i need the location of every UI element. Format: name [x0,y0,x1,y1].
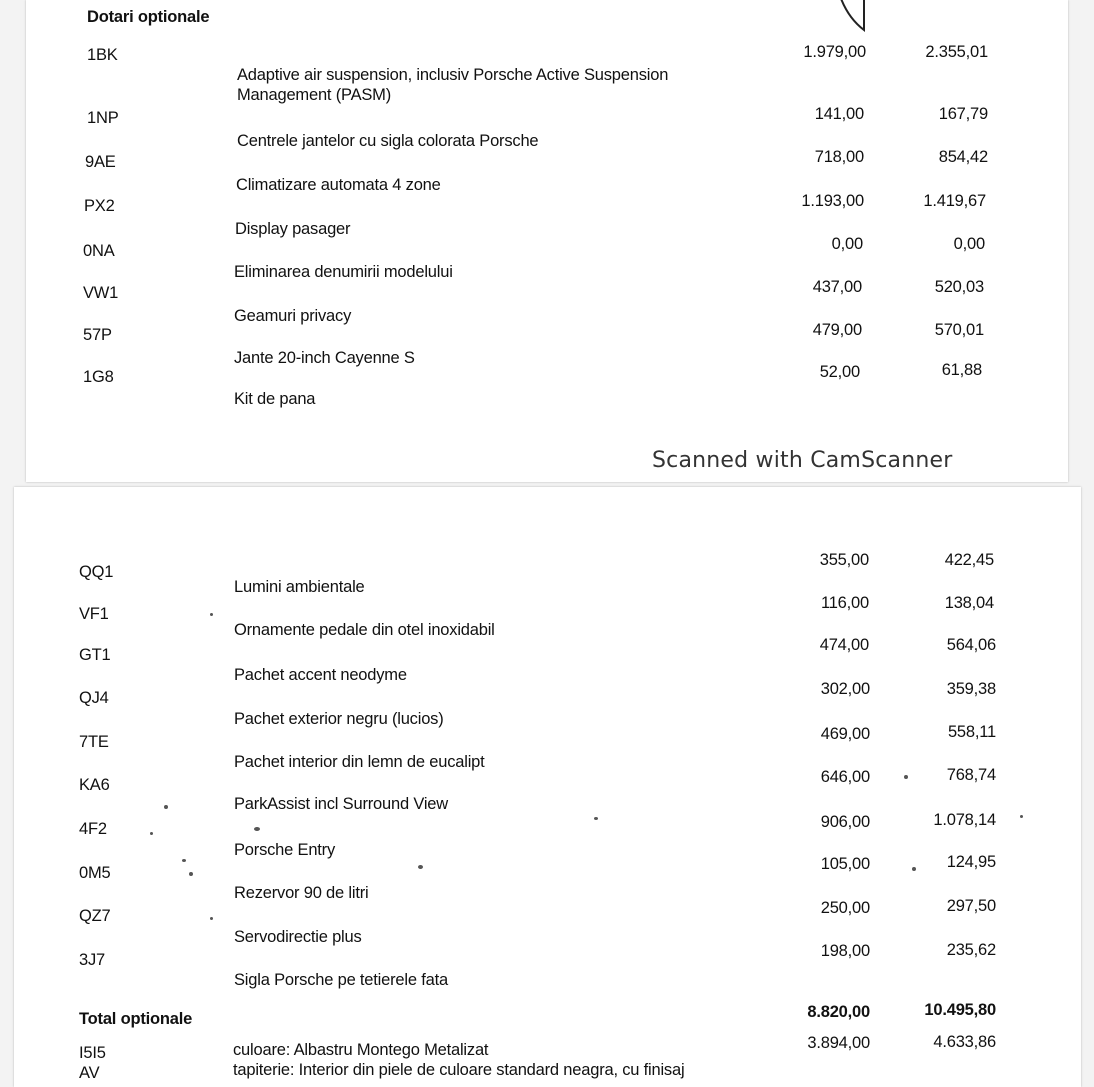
item-code: PX2 [84,197,115,215]
item-price: 469,00 [820,725,870,743]
item-price: 437,00 [812,278,862,296]
upholstery-code: AV [79,1064,100,1082]
scan-speck [189,872,193,876]
item-description: Eliminarea denumirii modelului [234,263,453,281]
item-code: 1NP [87,109,119,127]
scanned-page-2 [14,487,1081,1087]
item-code: 57P [83,326,112,344]
item-description: Climatizare automata 4 zone [236,176,441,194]
item-price-vat: 124,95 [946,853,996,871]
scan-speck [594,817,598,820]
item-description: Pachet interior din lemn de eucalipt [234,753,485,771]
item-price-vat: 2.355,01 [925,43,988,61]
color-price: 3.894,00 [807,1034,870,1052]
item-description: Porsche Entry [234,841,336,859]
item-price-vat: 167,79 [938,105,988,123]
item-price: 1.193,00 [801,192,864,210]
scan-speck [164,805,168,809]
item-price: 250,00 [820,899,870,917]
item-price: 1.979,00 [803,43,866,61]
scanned-page-1 [26,0,1068,482]
item-price-vat: 138,04 [944,594,994,612]
item-price: 105,00 [820,855,870,873]
item-description: ParkAssist incl Surround View [234,795,448,813]
item-price: 474,00 [819,636,869,654]
scan-speck [150,832,153,835]
item-price: 0,00 [831,235,863,253]
item-code: 7TE [79,733,109,751]
item-price-vat: 768,74 [946,766,996,784]
item-description: Display pasager [235,220,351,238]
item-code: QJ4 [79,689,109,707]
section-heading: Dotari optionale [87,8,210,26]
item-price-vat: 854,42 [938,148,988,166]
color-code: I5I5 [79,1044,106,1062]
scan-speck [210,613,213,616]
item-code: 1BK [87,46,118,64]
total-price-vat: 10.495,80 [924,1001,996,1019]
scan-speck [182,859,186,862]
item-price: 355,00 [819,551,869,569]
item-price-vat: 297,50 [946,897,996,915]
item-price-vat: 0,00 [953,235,985,253]
item-description: Pachet accent neodyme [234,666,407,684]
item-code: 9AE [85,153,116,171]
item-price-vat: 61,88 [941,361,982,379]
item-code: 3J7 [79,951,106,969]
item-price: 198,00 [820,942,870,960]
color-price-vat: 4.633,86 [933,1033,996,1051]
scan-speck [254,827,260,831]
color-description: culoare: Albastru Montego Metalizat [233,1041,489,1059]
scan-speck [418,865,423,869]
item-price-vat: 1.419,67 [923,192,986,210]
item-code: 4F2 [79,820,107,838]
item-description: Centrele jantelor cu sigla colorata Porsche [237,132,539,150]
item-code: VW1 [83,284,119,302]
item-description: Pachet exterior negru (lucios) [234,710,444,728]
item-price: 718,00 [814,148,864,166]
total-price: 8.820,00 [807,1003,870,1021]
scan-speck [1020,815,1023,818]
item-code: 1G8 [83,368,114,386]
item-price: 52,00 [819,363,860,381]
item-price: 141,00 [814,105,864,123]
item-description: Geamuri privacy [234,307,352,325]
item-price-vat: 235,62 [946,941,996,959]
item-price: 479,00 [812,321,862,339]
item-description: Kit de pana [234,390,316,408]
upholstery-description: tapiterie: Interior din piele de culoare standard neagra, cu finisaj [233,1061,685,1079]
total-label: Total optionale [79,1010,193,1028]
item-price-vat: 558,11 [947,723,996,741]
item-price-vat: 564,06 [946,636,996,654]
item-code: KA6 [79,776,110,794]
item-code: VF1 [79,605,109,623]
item-description: Adaptive air suspension, inclusiv Porsche Active Suspension Management (PASM) [237,66,669,104]
scanner-watermark: Scanned with CamScanner [652,448,953,473]
item-code: QQ1 [79,563,114,581]
item-description: Lumini ambientale [234,578,365,596]
item-description: Rezervor 90 de litri [234,884,369,902]
item-code: 0NA [83,242,115,260]
item-price-vat: 570,01 [934,321,984,339]
item-code: 0M5 [79,864,111,882]
item-description: Servodirectie plus [234,928,362,946]
item-description: Ornamente pedale din otel inoxidabil [234,621,495,639]
item-price: 646,00 [820,768,870,786]
item-code: QZ7 [79,907,111,925]
pen-mark [836,0,876,36]
item-price: 906,00 [820,813,870,831]
item-price-vat: 359,38 [946,680,996,698]
item-price-vat: 1.078,14 [933,811,996,829]
scan-speck [210,917,213,920]
item-description: Jante 20-inch Cayenne S [234,349,415,367]
item-price: 302,00 [820,680,870,698]
item-description: Sigla Porsche pe tetierele fata [234,971,448,989]
item-price-vat: 422,45 [944,551,994,569]
item-price: 116,00 [820,594,869,612]
item-code: GT1 [79,646,111,664]
item-price-vat: 520,03 [934,278,984,296]
